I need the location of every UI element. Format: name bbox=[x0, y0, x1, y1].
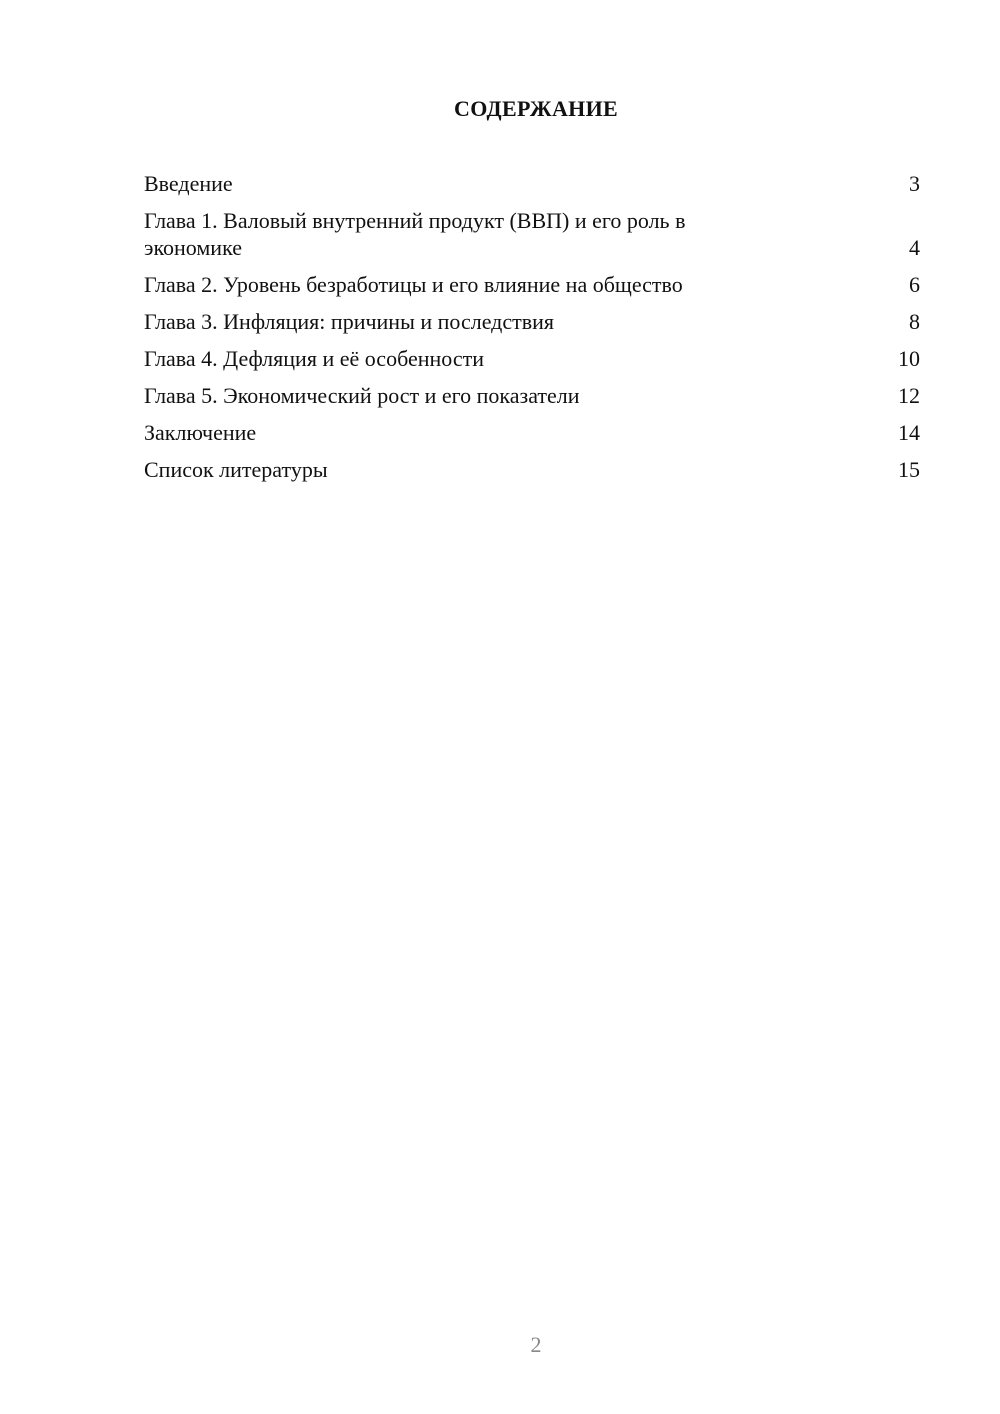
toc-entry-chapter-4[interactable] bbox=[144, 345, 920, 372]
toc-entry-label: Глава 1. Валовый внутренний продукт (ВВП) и его роль в экономике bbox=[144, 208, 686, 260]
toc-list bbox=[144, 170, 920, 493]
toc-entry-references[interactable] bbox=[144, 456, 920, 483]
toc-entry-page: 3 bbox=[909, 171, 920, 196]
toc-entry-conclusion[interactable] bbox=[144, 419, 920, 446]
toc-entry-introduction[interactable] bbox=[144, 170, 920, 197]
page-number: 2 bbox=[530, 1332, 542, 1357]
toc-entry-label: Глава 5. Экономический рост и его показатели bbox=[144, 383, 580, 408]
toc-entry-chapter-3[interactable] bbox=[144, 308, 920, 335]
toc-title: СОДЕРЖАНИЕ bbox=[454, 96, 618, 121]
toc-entry-label: Список литературы bbox=[144, 457, 328, 482]
toc-entry-label: Глава 3. Инфляция: причины и последствия bbox=[144, 309, 555, 334]
toc-entry-chapter-2[interactable] bbox=[144, 271, 920, 298]
toc-entry-page: 6 bbox=[909, 272, 920, 297]
toc-entry-page: 15 bbox=[898, 457, 920, 482]
toc-entry-chapter-1[interactable] bbox=[144, 207, 920, 261]
toc-entry-page: 12 bbox=[898, 383, 920, 408]
toc-entry-label: Глава 2. Уровень безработицы и его влияние на общество bbox=[144, 272, 683, 297]
toc-entry-page: 8 bbox=[909, 309, 920, 334]
toc-entry-label: Глава 4. Дефляция и её особенности bbox=[144, 346, 484, 371]
toc-entry-label: Заключение bbox=[144, 420, 257, 445]
toc-entry-page: 14 bbox=[898, 420, 920, 445]
toc-entry-page: 10 bbox=[898, 346, 920, 371]
toc-entry-page: 4 bbox=[909, 235, 920, 260]
toc-entry-label: Введение bbox=[144, 171, 233, 196]
toc-entry-chapter-5[interactable] bbox=[144, 382, 920, 409]
